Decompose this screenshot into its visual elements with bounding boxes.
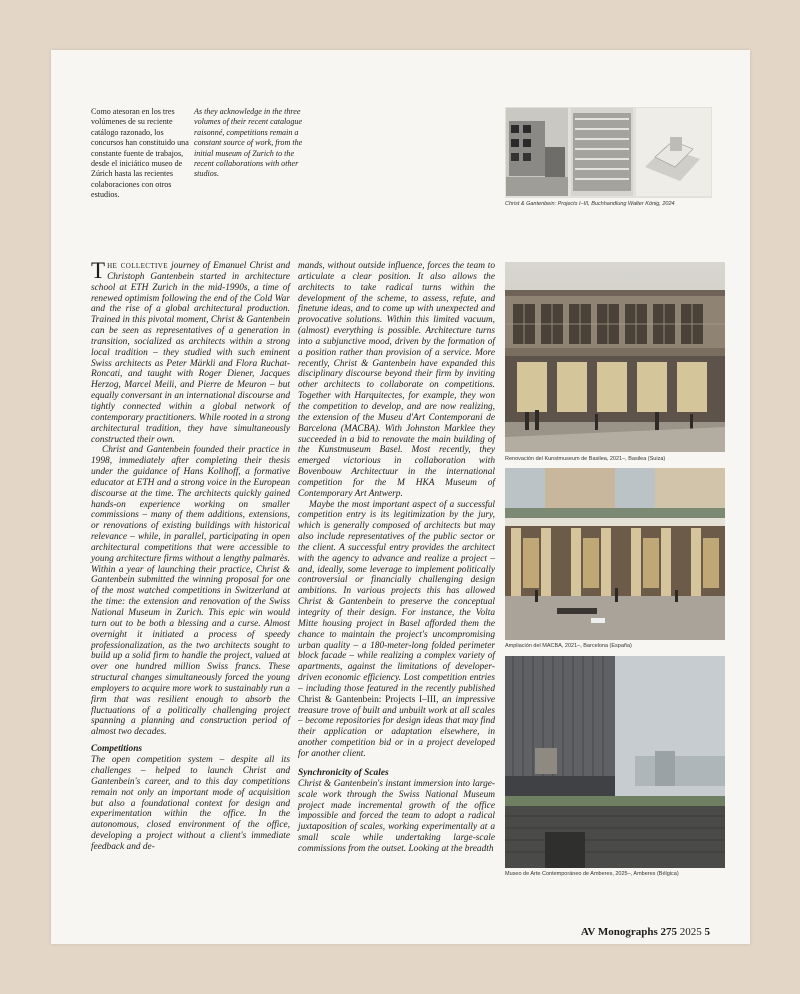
macba-caption: Ampliación del MACBA, 2021–, Barcelona (España) bbox=[505, 643, 632, 649]
intro-spanish: Como atesoran en los tres volúmenes de su reciente catálogo razonado, los concursos han constituido una constante fuente de trabajos, desde el iniciático museo de Zúrich hasta las recientes colaboraciones con otros estudios. bbox=[91, 107, 189, 200]
col1-paragraph-2: Christ and Gantenbein founded their practice in 1998, immediately after completing their thesis under the guidance of Hans Kollhoff, a formative educator at ETH and a strong voice in the European discourse at the time. The architects quickly gained hands-on experience working on smaller commissions – many of them additions, extensions, or renovations of existing buildings with historical relevance – while, in parallel, participating in open architectural competitions that were accessible to young architecture firms without a lengthy palmarès. Within a year of launching their practice, Christ & Gantenbein submitted the winning proposal for one of the most watched competitions in Switzerland at the time: the extension and renovation of the Swiss National Museum in Zurich. This epic win would turn out to be both a blessing and a curse. Almost overnight it initiated a process of speedy professionalization, as the two architects sought to build up a solid firm to handle the project, valued at over one hundred million Swiss francs. These structural changes simultaneously forced the young employers to acquire more work to sustainably run a firm that was resilient enough to absorb the fluctuations of a politically challenging project spanning a planning and construction period of almost two decades. bbox=[91, 445, 290, 738]
basel-caption: Renovación del Kunstmuseum de Basilea, 2021–, Basilea (Suiza) bbox=[505, 456, 666, 462]
page-number: 5 bbox=[704, 926, 710, 938]
antwerp-caption: Museo de Arte Contemporáneo de Amberes, 2025–, Amberes (Bélgica) bbox=[505, 871, 679, 877]
drop-cap: T bbox=[91, 258, 106, 283]
magazine-page bbox=[51, 50, 750, 944]
col2-paragraph-3: Christ & Gantenbein's instant immersion into large-scale work through the Swiss National Museum project made incremental growth of the office impossible and forced the team to adopt a radical juxtaposition of scales, working experimentally at a small scale while undertaking large-scale commissions from the outset. Looking at the breadth bbox=[298, 778, 495, 854]
books-caption: Christ & Gantenbein: Projects I–III, Buchhandlung Walter König, 2024 bbox=[505, 201, 675, 207]
books-photo bbox=[505, 107, 712, 198]
col2-paragraph-2b: , an impressive treasure trove of built and unbuilt work at all scales – become repositories for design ideas that may find their application or adaptation elsewhere, in another competition bid or in a project developed for another client. bbox=[298, 694, 496, 759]
col2-paragraph-2a: Maybe the most important aspect of a successful competition entry is its legitimization by the jury, which is generally composed of architects but may also include representatives of the public sector or the client. A successful entry provides the architect with the agency to advance and realize a project – and, ideally, some leverage to implement politically controversial or financially challenging design ambitions. In various projects this has allowed Christ & Gantenbein to preserve the conceptual integrity of their design. For instance, the Volta Mitte housing project in Basel afforded them the chance to maintain the project's uncompromising urban quality – a 180-meter-long folded perimeter block facade – while realizing a complex variety of apartments, against the limitations of developer-driven economic efficiency. Lost competition entries – including those featured in the recently published bbox=[298, 499, 495, 694]
page-footer bbox=[581, 926, 710, 938]
antwerp-render bbox=[505, 656, 725, 868]
col1-paragraph-1: journey of Emanuel Christ and Christoph Gantenbein started in architecture school at ETH Zurich in the mid-1990s, a time of renewed optimism following the end of the Cold War and the rise of a global architectural production. Trained in this pivotal moment, Christ & Gantenbein can be seen as representatives of a generation in transition, socialized as architects within a strong local tradition – they studied with such eminent Swiss architects as Peter Märkli and Flora Ruchat-Roncati, and taught with Roger Diener, Jacques Herzog, Marcel Meili, and Pierre de Meuron – but equally conversant in an international discourse and tightly connected within a global network of contemporary practitioners. While rooted in a strong architectural tradition, they have simultaneously constructed their own. bbox=[91, 261, 290, 445]
issue-year: 2025 bbox=[679, 926, 702, 938]
col2-paragraph-1: mands, without outside influence, forces the team to articulate a clear position. It also allows the architects to take radical turns within the development of the scheme, to assess, refute, and finetune ideas, and to come up with unexpected and provocative solutions. Within this limited vacuum, (almost) everything is possible. Architecture turns into a subjunctive mood, driven by the formation of a position rather than provision of a service. More recently, Christ & Gantenbein have expanded this disciplinary discourse beyond their firm by inviting other architects to collaborate on competitions. Together with Harquitectes, for example, they won the competition to develop, and are now realizing, the extension of the Museu d'Art Contemporani de Barcelona (MACBA). With Johnston Marklee they succeeded in a bid to renovate the main building of the Kunstmuseum Basel. Most recently, they emerged victorious in collaboration with Bovenbouw Architectuur in the international competition for the M HKA Museum of Contemporary Art Antwerp. bbox=[298, 261, 495, 499]
magazine-name: AV Monographs 275 bbox=[580, 926, 677, 938]
heading-competitions: Competitions bbox=[91, 744, 143, 755]
intro-english: As they acknowledge in the three volumes of their recent catalogue raisonné, competitions remain a constant source of work, from the initial museum of Zurich to the recent collaborations with other studios. bbox=[194, 107, 303, 179]
basel-museum-render bbox=[505, 262, 725, 452]
lead-smallcaps: he collective bbox=[107, 261, 168, 271]
macba-render bbox=[505, 468, 725, 640]
heading-synchronicity: Synchronicity of Scales bbox=[298, 767, 389, 778]
body-column-1 bbox=[91, 258, 290, 853]
body-column-2 bbox=[298, 261, 495, 855]
col1-paragraph-3: The open competition system – despite all its challenges – helped to launch Christ and Gantenbein's career, and to this day competitions remain not only an important mode of acquisition but also a foundational context for design and experimentation within the office. In the autonomous, closed environment of the office, developing a project without a client's immediate feedback and de- bbox=[91, 755, 290, 852]
book-title-ref: Christ & Gantenbein: Projects I–III bbox=[298, 694, 437, 705]
